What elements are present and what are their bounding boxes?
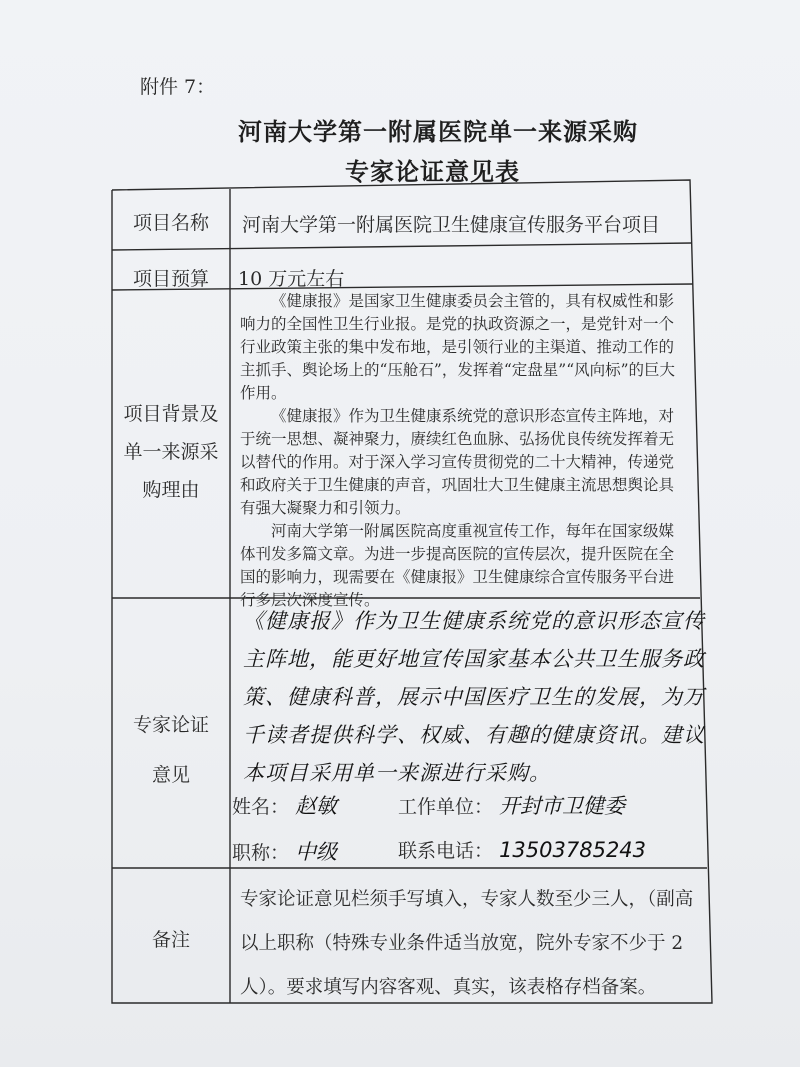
background-text	[240, 290, 685, 612]
title-label: 职称：	[232, 842, 290, 864]
background-label	[112, 395, 230, 509]
project-name-value: 河南大学第一附属医院卫生健康宣传服务平台项目	[242, 214, 661, 236]
attachment-label: 附件 7：	[140, 76, 216, 98]
background-paragraph: 河南大学第一附属医院高度重视宣传工作，每年在国家级媒体刊发多篇文章。为进一步提高医院的宣传层次，提升医院在全国的影响力，现需要在《健康报》卫生健康综合宣传服务平台进行多层次深度宣传。	[240, 522, 675, 609]
background-paragraph: 《健康报》作为卫生健康系统党的意识形态宣传主阵地，对于统一思想、凝神聚力，赓续红色血脉、弘扬优良传统发挥着无以替代的作用。对于深入学习宣传贯彻党的二十大精神，传递党和政府关于卫生健康的声音，巩固壮大卫生健康主流思想舆论具有强大凝聚力和引领力。	[240, 407, 675, 517]
phone-field	[398, 836, 646, 863]
note-paragraph: 专家论证意见栏须手写填入，专家人数至少三人，（副高以上职称（特殊专业条件适当放宽，院外专家不少于 2 人）。要求填写内容客观、真实，该表格存档备案。	[240, 889, 694, 998]
expert-label-line: 意见	[151, 764, 190, 786]
row-divider-1	[112, 243, 692, 250]
project-name-label: 项目名称	[132, 212, 209, 234]
title-handwritten: 中级	[295, 840, 338, 864]
unit-field	[398, 790, 625, 820]
name-field	[232, 790, 337, 820]
budget-label: 项目预算	[132, 268, 209, 290]
title-field	[232, 836, 337, 866]
handwritten-opinion: 《健康报》作为卫生健康系统党的意识形态宣传主阵地，能更好地宣传国家基本公共卫生服务政策、健康科普，展示中国医疗卫生的发展，为万千读者提供科学、权威、有趣的健康资讯。建议本项目采用单一来源进行采购。	[243, 609, 705, 785]
document-subtitle: 专家论证意见表	[345, 157, 520, 186]
budget-value: 10 万元左右	[238, 268, 345, 290]
unit-label: 工作单位：	[398, 796, 494, 818]
phone-handwritten: 13503785243	[499, 838, 647, 862]
background-label-line: 单一来源采	[123, 441, 219, 463]
note-text	[240, 878, 710, 1010]
name-label: 姓名：	[232, 796, 290, 818]
background-paragraph: 《健康报》是国家卫生健康委员会主管的，具有权威性和影响力的全国性卫生行业报。是党的执政资源之一，是党针对一个行业政策主张的集中发布地，是引领行业的主渠道、推动工作的主抓手、舆论场上的“压舱石”，发挥着“定盘星”“风向标”的巨大作用。	[240, 292, 676, 402]
background-label-line: 项目背景及	[123, 403, 219, 425]
background-label-line: 购理由	[142, 479, 200, 501]
expert-opinion-label	[112, 700, 230, 800]
note-label: 备注	[151, 929, 190, 951]
phone-label: 联系电话：	[398, 840, 494, 862]
expert-label-line: 专家论证	[132, 714, 209, 736]
name-signature: 赵敏	[295, 794, 338, 818]
unit-handwritten: 开封市卫健委	[499, 794, 626, 818]
document-title: 河南大学第一附属医院单一来源采购	[238, 117, 638, 146]
